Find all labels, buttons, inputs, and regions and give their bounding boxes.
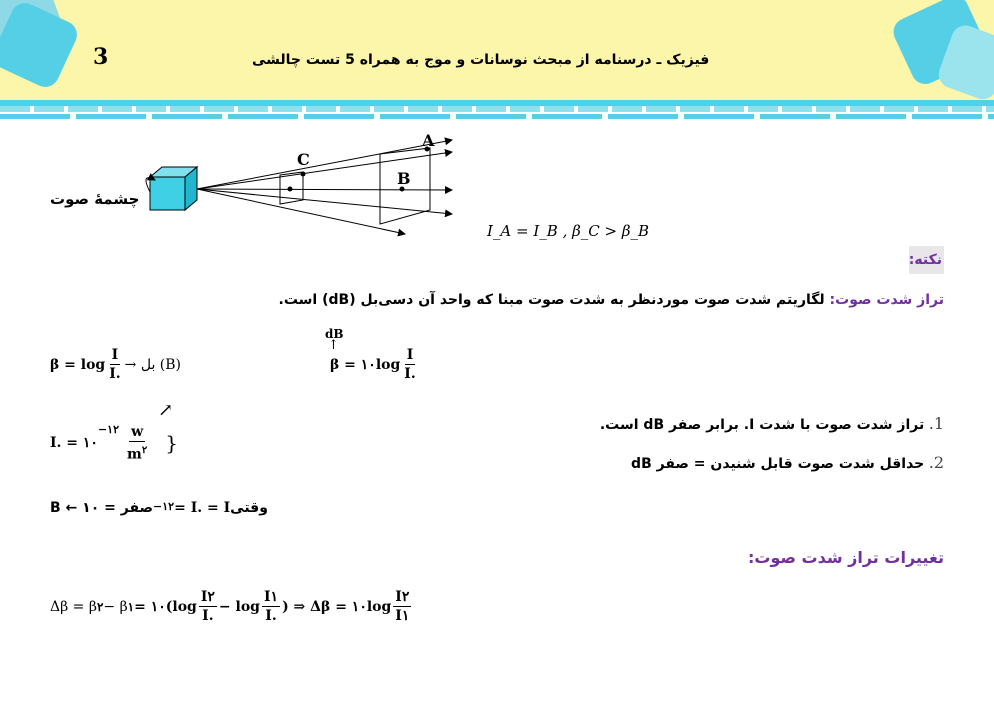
changes-impl: ) ⇒ Δβ = ۱۰log	[282, 598, 392, 615]
db-numerator: I	[406, 347, 414, 363]
changes-mid: − log	[218, 598, 260, 615]
point-b-label: B	[397, 169, 411, 188]
i0-formula	[50, 423, 178, 464]
i0-denominator: m	[127, 446, 142, 463]
i0-lhs: I. = ۱۰	[50, 435, 98, 452]
changes-minus: − β	[103, 598, 128, 615]
list-item	[631, 453, 944, 472]
decorative-shapes	[0, 0, 994, 100]
source-label: چشمهٔ صوت	[50, 190, 140, 208]
bel-numerator: I	[111, 347, 119, 363]
db-unit-label: dB	[325, 327, 344, 341]
bel-unit: → بل (B)	[124, 356, 182, 373]
note-label: نکته:	[908, 252, 942, 268]
db-up-arrow: ↑	[328, 338, 339, 353]
db-formula	[330, 346, 420, 383]
list-item-text: حداقل شدت صوت قابل شنیدن = صفر dB	[631, 456, 925, 472]
i0-brace: }	[165, 431, 178, 456]
list-item-text: تراز شدت صوت با شدت I. برابر صفر dB است.	[599, 417, 925, 433]
i0-arrow: ↗	[158, 400, 174, 421]
header-banner	[0, 0, 994, 100]
i0-numerator: w	[131, 424, 144, 440]
page-number: 3	[93, 44, 109, 70]
i0-exponent: −۱۲	[97, 423, 119, 436]
changes-frac1-num: I۲	[200, 589, 215, 605]
page-title: فیزیک ـ درسنامه از مبحث نوسانات و موج به همراه 5 تست چالشی	[252, 52, 710, 68]
point-c-label: C	[297, 150, 310, 169]
changes-eq: = ۱۰(log	[134, 598, 197, 615]
list-item-number: 2.	[928, 453, 944, 472]
zero-exponent: −۱۲	[153, 500, 175, 513]
definition-line	[279, 292, 945, 308]
changes-frac2-den: I.	[265, 608, 277, 624]
definition-term: تراز شدت صوت:	[829, 292, 944, 308]
changes-sub2: ۲	[96, 599, 104, 614]
zero-mid: = I. = I	[174, 500, 231, 516]
i0-denominator-exponent: ۲	[141, 445, 148, 456]
changes-lhs: Δβ = β	[50, 598, 97, 615]
list-item-number: 1.	[928, 414, 944, 433]
changes-frac2-num: I۱	[263, 589, 279, 605]
point-a-label: A	[422, 131, 435, 150]
intensity-relation: I_A = I_B , β_C > β_B	[487, 222, 650, 240]
changes-frac3-den: I۱	[395, 608, 410, 624]
db-denominator: I.	[404, 366, 416, 382]
bel-formula	[50, 346, 181, 383]
definition-text: لگاریتم شدت صوت موردنظر به شدت صوت مبنا که واحد آن دسی‌بل (dB) است.	[278, 292, 830, 308]
db-lhs: β = ۱۰log	[330, 356, 401, 373]
changes-sub1: ۱	[127, 599, 135, 614]
changes-frac1-den: I.	[202, 608, 214, 624]
bel-denominator: I.	[109, 366, 121, 382]
list-item	[600, 414, 944, 433]
zero-lhs: صفر = B ← ۱۰	[50, 500, 154, 516]
divider-strip-thin	[0, 114, 994, 119]
zero-word: وقتی	[230, 500, 268, 516]
changes-heading: تغییرات تراز شدت صوت:	[747, 548, 944, 567]
changes-frac3-num: I۲	[395, 589, 410, 605]
changes-formula	[50, 588, 413, 625]
bel-lhs: β = log	[50, 356, 106, 373]
zero-level-formula	[50, 500, 268, 516]
divider-strip-dots	[0, 106, 994, 112]
